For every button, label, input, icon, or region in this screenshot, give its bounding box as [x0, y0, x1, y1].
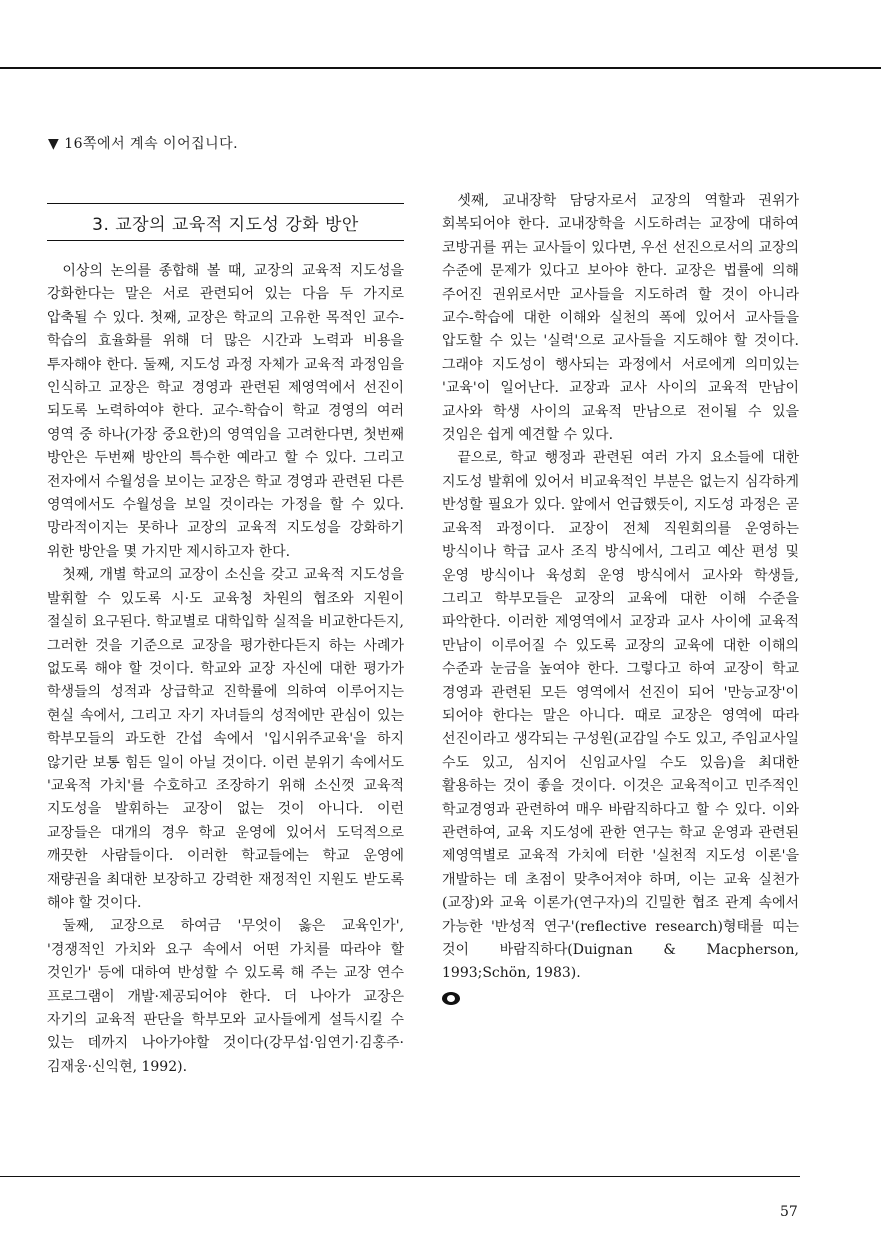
continued-note: ▼ 16쪽에서 계속 이어집니다.: [48, 136, 239, 152]
paragraph-second: 둘째, 교장으로 하여금 '무엇이 옳은 교육인가', '경쟁적인 가치와 요구 속에서 어떤 가치를 따라야 할 것인가' 등에 대하여 반성할 수 있도록 해 주는 교장 연수 프로그램이 개발·제공되어야 한다. 더 나아가 교장은 자기의 교육적 판단을 학부모와 교사들에게 설득시킬 수 있는 데까지 나아가야할 것이다(강무섭·임연기·김홍주·김재웅·신익현, 1992).: [47, 918, 404, 1075]
end-mark-icon: [442, 992, 460, 1005]
top-rule: [0, 67, 881, 69]
section-heading: 3. 교장의 교육적 지도성 강화 방안: [92, 214, 359, 235]
paragraph-first: 첫째, 개별 학교의 교장이 소신을 갖고 교육적 지도성을 발휘할 수 있도록 시·도 교육청 차원의 협조와 지원이 절실히 요구된다. 학교별로 대학입학 실적을 비교한다든지, 그러한 것을 기준으로 교장을 평가한다든지 하는 사례가 없도록 해야 할 것이다. 학교와 교장 자신에 대한 평가가 학생들의 성적과 상급학교 진학률에 의하여 이루어지는 현실 속에서, 그리고 자기 자녀들의 성적에만 관심이 있는 학부모들의 과도한 간섭 속에서 '입시위주교육'을 하지 않기란 보통 힘든 일이 아닐 것이다. 이런 분위기 속에서도 '교육적 가치'를 수호하고 조장하기 위해 소신껏 교육적 지도성을 발휘하는 교장이 없는 것이 아니다. 이런 교장들은 대개의 경우 학교 운영에 있어서 도덕적으로 깨끗한 사람들이다. 이러한 학교들에는 학교 운영에 재량권을 최대한 보장하고 강력한 재정적인 지원도 받도록 해야 할 것이다.: [47, 567, 404, 911]
right-column: [442, 190, 799, 1013]
bottom-rule: [0, 1176, 800, 1177]
paragraph-third: 셋째, 교내장학 담당자로서 교장의 역할과 권위가 회복되어야 한다. 교내장학을 시도하려는 교장에 대하여 코방귀를 뀌는 교사들이 있다면, 우선 선진으로서의 교장의 수준에 문제가 있다고 보아야 한다. 교장은 법률에 의해 주어진 권위로서만 교사들을 지도하려 할 것이 아니라 교수-학습에 대한 이해와 실천의 폭에 있어서 교사들을 압도할 수 있는 '실력'으로 교사들을 지도해야 할 것이다. 그래야 지도성이 행사되는 과정에서 서로에게 의미있는 '교육'이 일어난다. 교장과 교사 사이의 교육적 만남이 교사와 학생 사이의 교육적 만남으로 전이될 수 있을 것임은 쉽게 예견할 수 있다.: [442, 193, 799, 444]
section-heading-box: [47, 203, 404, 241]
page-number: 57: [780, 1204, 798, 1220]
paragraph-intro: 이상의 논의를 종합해 볼 때, 교장의 교육적 지도성을 강화한다는 말은 서로 관련되어 있는 다음 두 가지로 압축될 수 있다. 첫째, 교장은 학교의 고유한 목적인 교수-학습의 효율화를 위해 더 많은 시간과 노력과 비용을 투자해야 한다. 둘째, 지도성 과정 자체가 교육적 과정임을 인식하고 교장은 학교 경영과 관련된 제영역에서 선진이 되도록 노력하여야 한다. 교수-학습이 학교 경영의 여러 영역 중 하나(가장 중요한)의 영역임을 고려한다면, 첫번째 방안은 두번째 방안의 특수한 예라고 할 수 있다. 그리고 전자에서 수월성을 보이는 교장은 학교 경영과 관련된 다른 영역에서도 수월성을 보일 것이라는 가정을 할 수 있다. 망라적이지는 못하나 교장의 교육적 지도성을 강화하기 위한 방안을 몇 가지만 제시하고자 한다.: [47, 263, 404, 560]
paragraph-finally: 끝으로, 학교 행정과 관련된 여러 가지 요소들에 대한 지도성 발휘에 있어서 비교육적인 부분은 없는지 심각하게 반성할 필요가 있다. 앞에서 언급했듯이, 지도성 과정은 곧 교육적 과정이다. 교장이 전체 직원회의를 운영하는 방식이나 학급 교사 조직 방식에서, 그리고 예산 편성 및 운영 방식이나 육성회 운영 방식에서 교사와 학생들, 그리고 학부모들은 교장의 교육에 대한 이해 수준을 파악한다. 이러한 제영역에서 교장과 교사 사이에 교육적 만남이 이루어질 수 있도록 교장의 교육에 대한 이해의 수준과 눈금을 높여야 한다. 그렇다고 하여 교장이 학교 경영과 관련된 모든 영역에서 선진이 되어 '만능교장'이 되어야 한다는 말은 아니다. 때로 교장은 영역에 따라 선진이라고 생각되는 구성원(교감일 수도 있고, 주임교사일 수도 있고, 심지어 신임교사일 수도 있음)을 최대한 활용하는 것이 좋을 것이다. 이것은 교육적이고 민주적인 학교경영과 관련하여 매우 바람직하다고 할 수 있다. 이와 관련하여, 교육 지도성에 관한 연구는 학교 운영과 관련된 제영역별로 교육적 가치에 터한 '실천적 지도성 이론'을 개발하는 데 초점이 맞추어져야 하며, 이는 교육 실천가(교장)와 교육 이론가(연구자)의 긴밀한 협조 관계 속에서 가능한 '반성적 연구'(reflective research)형태를 띠는 것이 바람직하다(Duignan & Macpherson, 1993;Schön, 1983).: [442, 450, 799, 982]
left-column: [47, 260, 404, 1079]
